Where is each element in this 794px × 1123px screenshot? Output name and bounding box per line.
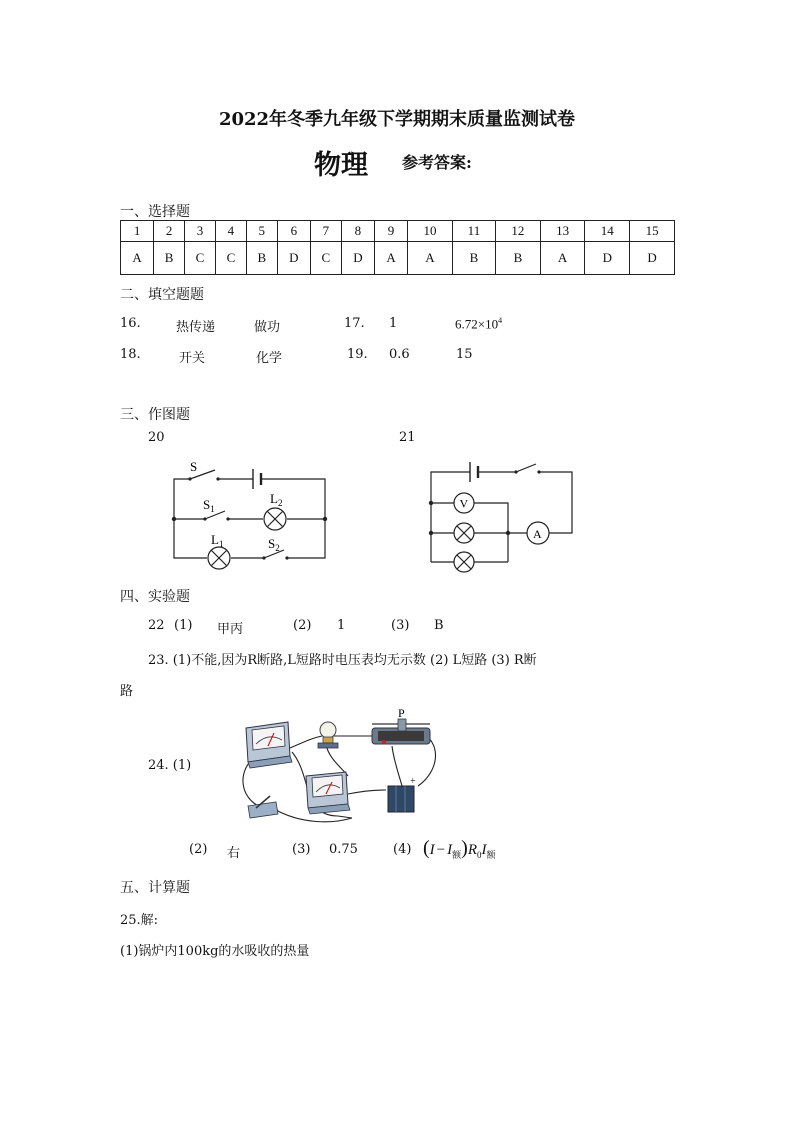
q22-part1: (1) (174, 618, 193, 633)
answer-cell: D (341, 242, 374, 275)
q18-answer-b: 化学 (256, 351, 283, 366)
label-l2 (270, 491, 282, 508)
svg-text:+: + (410, 776, 416, 787)
label-s1-letter: S (203, 497, 211, 512)
answer-cell: B (452, 242, 495, 275)
label-s1-sub: 1 (210, 504, 215, 514)
label-l1-sub: 1 (218, 539, 224, 549)
q17-answer-a: 1 (389, 316, 398, 331)
answer-cell: A (374, 242, 407, 275)
q24-part4: (4) (393, 842, 412, 857)
question-number: 7 (310, 221, 341, 242)
answer-cell: A (121, 242, 154, 275)
question-number: 9 (374, 221, 407, 242)
answer-cell: B (496, 242, 541, 275)
q16-answer-b: 做功 (254, 320, 281, 335)
formula-r: R (467, 842, 477, 858)
answer-heading: 参考答案: (402, 153, 472, 172)
q22-part3: (3) (391, 618, 410, 633)
q21-label: 21 (399, 430, 416, 445)
exam-title: 2022年冬季九年级下学期期末质量监测试卷 (218, 109, 576, 130)
q24-apparatus-diagram (232, 706, 442, 828)
q16-number: 16. (120, 316, 141, 331)
label-s2-sub: 2 (275, 543, 280, 553)
formula-i-rated: I (447, 842, 453, 858)
voltmeter-label: V (459, 496, 469, 511)
q18-answer-a: 开关 (179, 351, 206, 366)
section4-heading: 四、实验题 (120, 589, 190, 605)
section5-heading: 五、计算题 (120, 880, 190, 896)
voltmeter-icon (454, 493, 474, 513)
formula-i-rated-2: I (481, 842, 487, 858)
q24-answer3: 0.75 (329, 842, 358, 857)
answer-cell: D (585, 242, 630, 275)
q23-line1: 23. (1)不能,因为R断路,L短路时电压表均无示数 (2) L短路 (3) R断 (148, 653, 537, 668)
lamp-l1-icon (208, 547, 230, 569)
formula-r-sub: 0 (477, 850, 482, 860)
answer-cell: D (630, 242, 675, 275)
q22-answer1: 甲丙 (217, 622, 244, 637)
label-l1 (211, 532, 223, 549)
question-number: 15 (630, 221, 675, 242)
answer-table-numbers-row (121, 221, 675, 242)
lamp-lower-icon (454, 552, 474, 572)
formula-i: I (429, 842, 435, 858)
q22-part2: (2) (293, 618, 312, 633)
formula-minus: − (436, 842, 446, 858)
q19-number: 19. (347, 347, 368, 362)
section2-heading: 二、填空题题 (120, 287, 204, 303)
answer-cell: D (277, 242, 310, 275)
q19-answer-a: 0.6 (389, 347, 410, 362)
question-number: 4 (215, 221, 246, 242)
label-s: S (190, 459, 198, 474)
question-number: 11 (452, 221, 495, 242)
answer-cell: C (310, 242, 341, 275)
label-l1-letter: L (211, 532, 219, 547)
q19-answer-b: 15 (456, 347, 473, 362)
q16-answer-a: 热传递 (176, 320, 216, 335)
question-number: 1 (121, 221, 154, 242)
q23-line2: 路 (120, 684, 134, 699)
q22-answer3: B (434, 618, 444, 633)
section1-heading: 一、选择题 (120, 204, 190, 220)
question-number: 3 (185, 221, 216, 242)
label-s2-letter: S (268, 536, 276, 551)
q22-number: 22 (148, 618, 165, 633)
question-number: 8 (341, 221, 374, 242)
q24-formula: $(I - I_额)R_0I_额$ (423, 837, 496, 860)
light-bulb-icon (318, 722, 338, 748)
battery-icon (388, 776, 416, 812)
q25-part1: (1)锅炉内100kg的水吸收的热量 (120, 944, 310, 959)
question-number: 12 (496, 221, 541, 242)
label-s1 (203, 497, 215, 514)
slider-p-label: P (398, 706, 405, 720)
q17-exponent: 4 (498, 316, 503, 325)
answer-cell: A (408, 242, 453, 275)
answer-cell: A (540, 242, 585, 275)
lamp-l2-icon (264, 508, 286, 530)
lamp-upper-icon (454, 523, 474, 543)
section3-heading: 三、作图题 (120, 407, 190, 423)
answer-cell: C (215, 242, 246, 275)
q17-answer-b (455, 316, 502, 332)
question-number: 2 (154, 221, 185, 242)
answer-cell: C (185, 242, 216, 275)
q18-number: 18. (120, 347, 141, 362)
label-l2-letter: L (270, 491, 278, 506)
formula-rated-sub: 额 (452, 850, 462, 860)
question-number: 14 (585, 221, 630, 242)
rheostat-icon (372, 719, 430, 744)
switch-icon (248, 796, 278, 818)
q24-answer2: 右 (227, 846, 241, 861)
circuit-21-diagram (420, 452, 585, 577)
label-s2 (268, 536, 280, 553)
question-number: 10 (408, 221, 453, 242)
answer-table (120, 220, 675, 275)
question-number: 6 (277, 221, 310, 242)
q24-label: 24. (1) (148, 758, 192, 773)
question-number: 13 (540, 221, 585, 242)
circuit-20-diagram (160, 455, 340, 580)
ammeter-device-icon (246, 722, 292, 768)
q17-number: 17. (344, 316, 365, 331)
answer-cell: B (246, 242, 277, 275)
voltmeter-device-icon (306, 772, 350, 814)
q22-answer2: 1 (337, 618, 346, 633)
question-number: 5 (246, 221, 277, 242)
q24-part2: (2) (189, 842, 208, 857)
ammeter-icon (527, 522, 549, 544)
q17-mantissa: 6.72×10 (455, 316, 499, 332)
ammeter-label: A (533, 527, 542, 541)
q24-part3: (3) (292, 842, 311, 857)
q20-label: 20 (148, 430, 165, 445)
answer-table-answers-row (121, 242, 675, 275)
formula-rated-sub-2: 额 (486, 850, 496, 860)
subject-title: 物理 (314, 150, 368, 181)
answer-cell: B (154, 242, 185, 275)
q25-label: 25.解: (120, 913, 159, 928)
label-l2-sub: 2 (277, 498, 283, 508)
